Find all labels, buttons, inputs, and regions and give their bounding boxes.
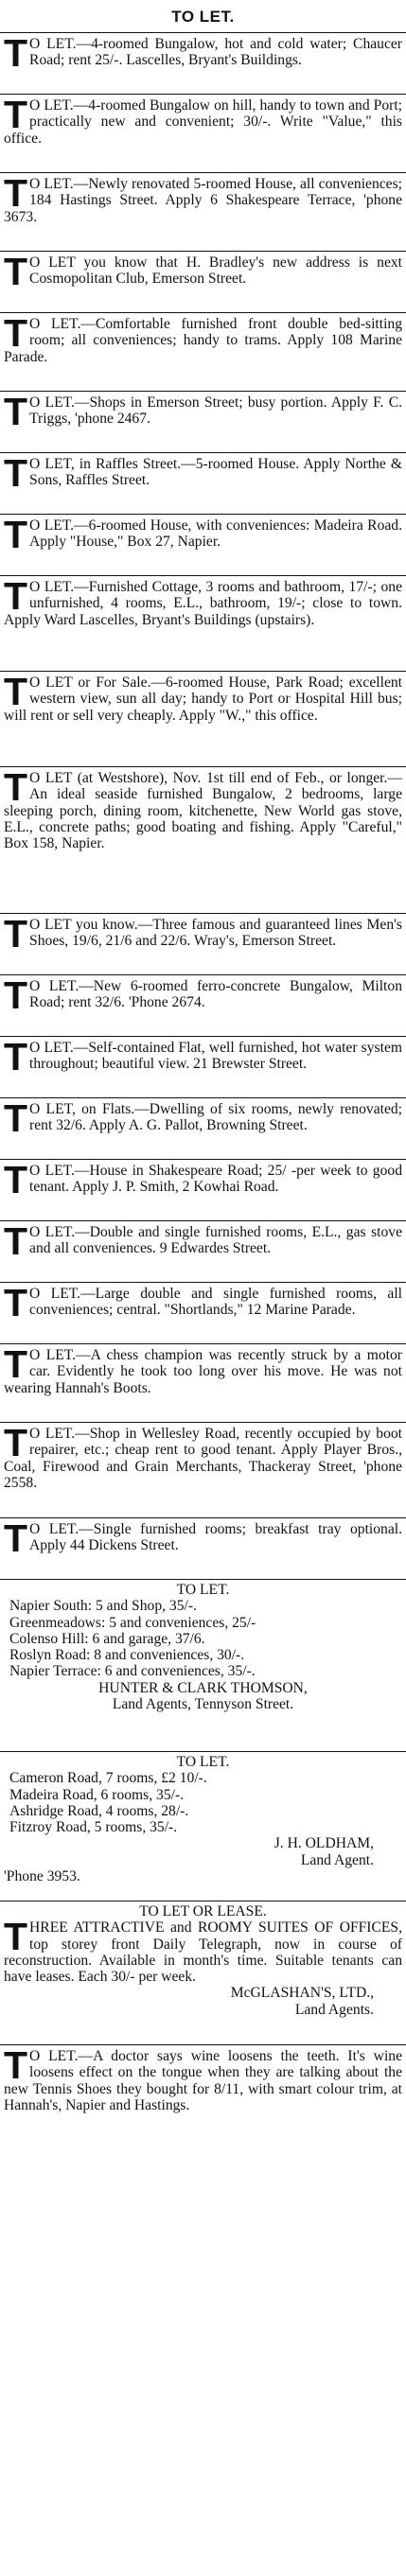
drop-cap: T bbox=[4, 1423, 28, 1464]
ad-text: O LET.—Single furnished rooms; breakfast tray optional. Apply 44 Dickens Street. bbox=[29, 1521, 402, 1554]
ad-text: O LET.—A doctor says wine loosens the teeth. It's wine loosens effect on the tongue when they are talking about the new Tennis Shoes they bought for 8/11, with smart colour trim, at Hannah's, Napier and Hastings. bbox=[4, 2048, 402, 2113]
listing-line: Fitzroy Road, 5 rooms, 35/-. bbox=[9, 1819, 178, 1836]
firm-address: Land Agents, Tennyson Street. bbox=[112, 1696, 294, 1713]
ad-text: O LET.—Shops in Emerson Street; busy portion. Apply F. C. Triggs, 'phone 2467. bbox=[29, 394, 402, 428]
ad-text: O LET or For Sale.—6-roomed House, Park Road; excellent western view, sun all day; handy to Port or Hospital Hill bus; will rent or sell very cheaply. Apply "W.," this office. bbox=[4, 675, 402, 724]
ad-text: O LET.—New 6-roomed ferro-concrete Bungalow, Milton Road; rent 32/6. 'Phone 2674. bbox=[29, 978, 402, 1011]
firm-role: Land Agents. bbox=[294, 2001, 374, 2018]
drop-cap: T bbox=[4, 1221, 28, 1263]
listing-line: Ashridge Road, 4 rooms, 28/-. bbox=[9, 1802, 189, 1819]
ad-item bbox=[0, 975, 406, 1037]
ad-item bbox=[0, 515, 406, 576]
agent-role: Land Agent. bbox=[300, 1851, 374, 1868]
ad-text: O LET.—A chess champion was recently struck by a motor car. Evidently he took too long over his move. He was not wearing Hannah's Boots. bbox=[4, 1347, 402, 1396]
ad-item bbox=[0, 1283, 406, 1344]
listing-line: Madeira Road, 6 rooms, 35/-. bbox=[9, 1786, 185, 1803]
ad-text: O LET.—Furnished Cottage, 3 rooms and bathroom, 17/-; one unfurnished, 4 rooms, E.L., bathroom, 19/-; close to town. Apply Ward Lascelles, Bryant's Buildings (upstairs). bbox=[4, 579, 402, 628]
ad-item bbox=[0, 1518, 406, 1580]
agent-phone: 'Phone 3953. bbox=[4, 1868, 80, 1885]
ad-text: O LET, on Flats.—Dwelling of six rooms, newly renovated; rent 32/6. Apply A. G. Pallot, Browning Street. bbox=[29, 1101, 402, 1134]
drop-cap: T bbox=[4, 672, 28, 713]
listing-line: Roslyn Road: 8 and conveniences, 30/-. bbox=[9, 1647, 245, 1664]
firm-name: McGLASHAN'S, LTD., bbox=[230, 1985, 374, 2002]
ad-item bbox=[0, 1344, 406, 1423]
listing-title: TO LET. bbox=[176, 1582, 230, 1598]
firm-name: HUNTER & CLARK THOMSON, bbox=[98, 1679, 308, 1696]
ad-item bbox=[0, 1037, 406, 1098]
ads-list bbox=[0, 33, 406, 1580]
ad-text: O LET.—4-roomed Bungalow, hot and cold water; Chaucer Road; rent 25/-. Lascelles, Bryant's Buildings. bbox=[29, 36, 402, 69]
listing-line: Napier Terrace: 6 and conveniences, 35/-. bbox=[9, 1663, 256, 1680]
listing-line: Colenso Hill: 6 and garage, 37/6. bbox=[9, 1630, 205, 1647]
drop-cap: T bbox=[4, 1915, 28, 1959]
ad-item bbox=[0, 1160, 406, 1221]
ad-text: O LET.—Large double and single furnished rooms, all conveniences; central. "Shortlands," 12 Marine Parade. bbox=[29, 1286, 402, 1319]
ad-item bbox=[0, 95, 406, 173]
drop-cap: T bbox=[4, 975, 28, 1017]
listing-line: Cameron Road, 7 rooms, £2 10/-. bbox=[9, 1770, 207, 1787]
ad-text: O LET.—Newly renovated 5-roomed House, all conveniences; 184 Hastings Street. Apply 6 Shakespeare Terrace, 'phone 3673. bbox=[4, 176, 402, 225]
ad-item bbox=[0, 1423, 406, 1518]
ad-text: O LET.—6-roomed House, with conveniences: Madeira Road. Apply "House," Box 27, Napier. bbox=[29, 517, 402, 551]
tennis-shoes-ad bbox=[0, 2045, 406, 2132]
drop-cap: T bbox=[4, 313, 28, 355]
drop-cap: T bbox=[4, 576, 28, 618]
drop-cap: T bbox=[4, 173, 28, 215]
ad-item bbox=[0, 672, 406, 767]
ad-text: O LET.—Double and single furnished rooms, E.L., gas stove and all conveniences. 9 Edwardes Street. bbox=[29, 1224, 402, 1257]
hunter-clark-listing bbox=[0, 1580, 406, 1752]
ad-item bbox=[0, 252, 406, 313]
drop-cap: T bbox=[4, 1160, 28, 1201]
drop-cap: T bbox=[4, 1344, 28, 1386]
listing-line: Greenmeadows: 5 and conveniences, 25/- bbox=[9, 1614, 256, 1631]
drop-cap: T bbox=[4, 1037, 28, 1078]
drop-cap: T bbox=[4, 33, 28, 75]
agent-name: J. H. OLDHAM, bbox=[274, 1835, 374, 1852]
ad-item bbox=[0, 392, 406, 453]
ad-text: O LET you know.—Three famous and guaranteed lines Men's Shoes, 19/6, 21/6 and 22/6. Wray's, Emerson Street. bbox=[29, 917, 402, 950]
ad-item bbox=[0, 453, 406, 515]
drop-cap: T bbox=[4, 392, 28, 433]
ad-item bbox=[0, 33, 406, 95]
ad-text: O LET.—House in Shakespeare Road; 25/ -per week to good tenant. Apply J. P. Smith, 2 Kowhai Road. bbox=[29, 1163, 402, 1196]
ad-item bbox=[0, 1221, 406, 1283]
ad-item bbox=[0, 173, 406, 252]
oldham-listing bbox=[0, 1752, 406, 1901]
drop-cap: T bbox=[4, 1518, 28, 1560]
listing-title: TO LET OR LEASE. bbox=[139, 1903, 267, 1919]
section-header: TO LET. bbox=[0, 0, 406, 33]
drop-cap: T bbox=[4, 1098, 28, 1140]
mcglashan-listing bbox=[0, 1901, 406, 2045]
ad-text: O LET (at Westshore), Nov. 1st till end of Feb., or longer.—An ideal seaside furnished Bungalow, 2 bedrooms, large sleeping porch, dining room, kitchenette, New World gas stove, E.L., concrete paths; good boating and fishing. Apply "Careful," Box 158, Napier. bbox=[4, 770, 402, 852]
ad-item bbox=[0, 767, 406, 914]
listing-text: HREE ATTRACTIVE and ROOMY SUITES OF OFFICES, top storey front Daily Telegraph, now in course of reconstruction. Available in month's time. Suitable tenants can have leases. Each 30/- per week. bbox=[4, 1919, 402, 1986]
ad-item bbox=[0, 914, 406, 975]
ad-text: O LET, in Raffles Street.—5-roomed House. Apply Northe & Sons, Raffles Street. bbox=[29, 456, 402, 489]
ad-text: O LET.—4-roomed Bungalow on hill, handy to town and Port; practically new and convenient; 30/-. Write "Value," this office. bbox=[4, 97, 402, 147]
ad-item bbox=[0, 1098, 406, 1160]
ad-text: O LET you know that H. Bradley's new address is next Cosmopolitan Club, Emerson Street. bbox=[29, 254, 402, 288]
ad-text: O LET.—Shop in Wellesley Road, recently occupied by boot repairer, etc.; cheap rent to good tenant. Apply Player Bros., Coal, Firewood and Grain Merchants, Thackeray Street, 'phone 2558. bbox=[4, 1426, 402, 1491]
listing-title: TO LET. bbox=[176, 1754, 230, 1770]
drop-cap: T bbox=[4, 95, 28, 136]
drop-cap: T bbox=[4, 515, 28, 556]
drop-cap: T bbox=[4, 252, 28, 293]
listing-line: Napier South: 5 and Shop, 35/-. bbox=[9, 1598, 197, 1615]
drop-cap: T bbox=[4, 767, 28, 809]
drop-cap: T bbox=[4, 914, 28, 955]
drop-cap: T bbox=[4, 2045, 28, 2087]
ad-item bbox=[0, 576, 406, 672]
drop-cap: T bbox=[4, 1283, 28, 1324]
drop-cap: T bbox=[4, 453, 28, 495]
ad-item bbox=[0, 313, 406, 392]
ad-text: O LET.—Self-contained Flat, well furnished, hot water system throughout; beautiful view. 21 Brewster Street. bbox=[29, 1040, 402, 1073]
ad-text: O LET.—Comfortable furnished front double bed-sitting room; all conveniences; handy to trams. Apply 108 Marine Parade. bbox=[4, 316, 402, 365]
